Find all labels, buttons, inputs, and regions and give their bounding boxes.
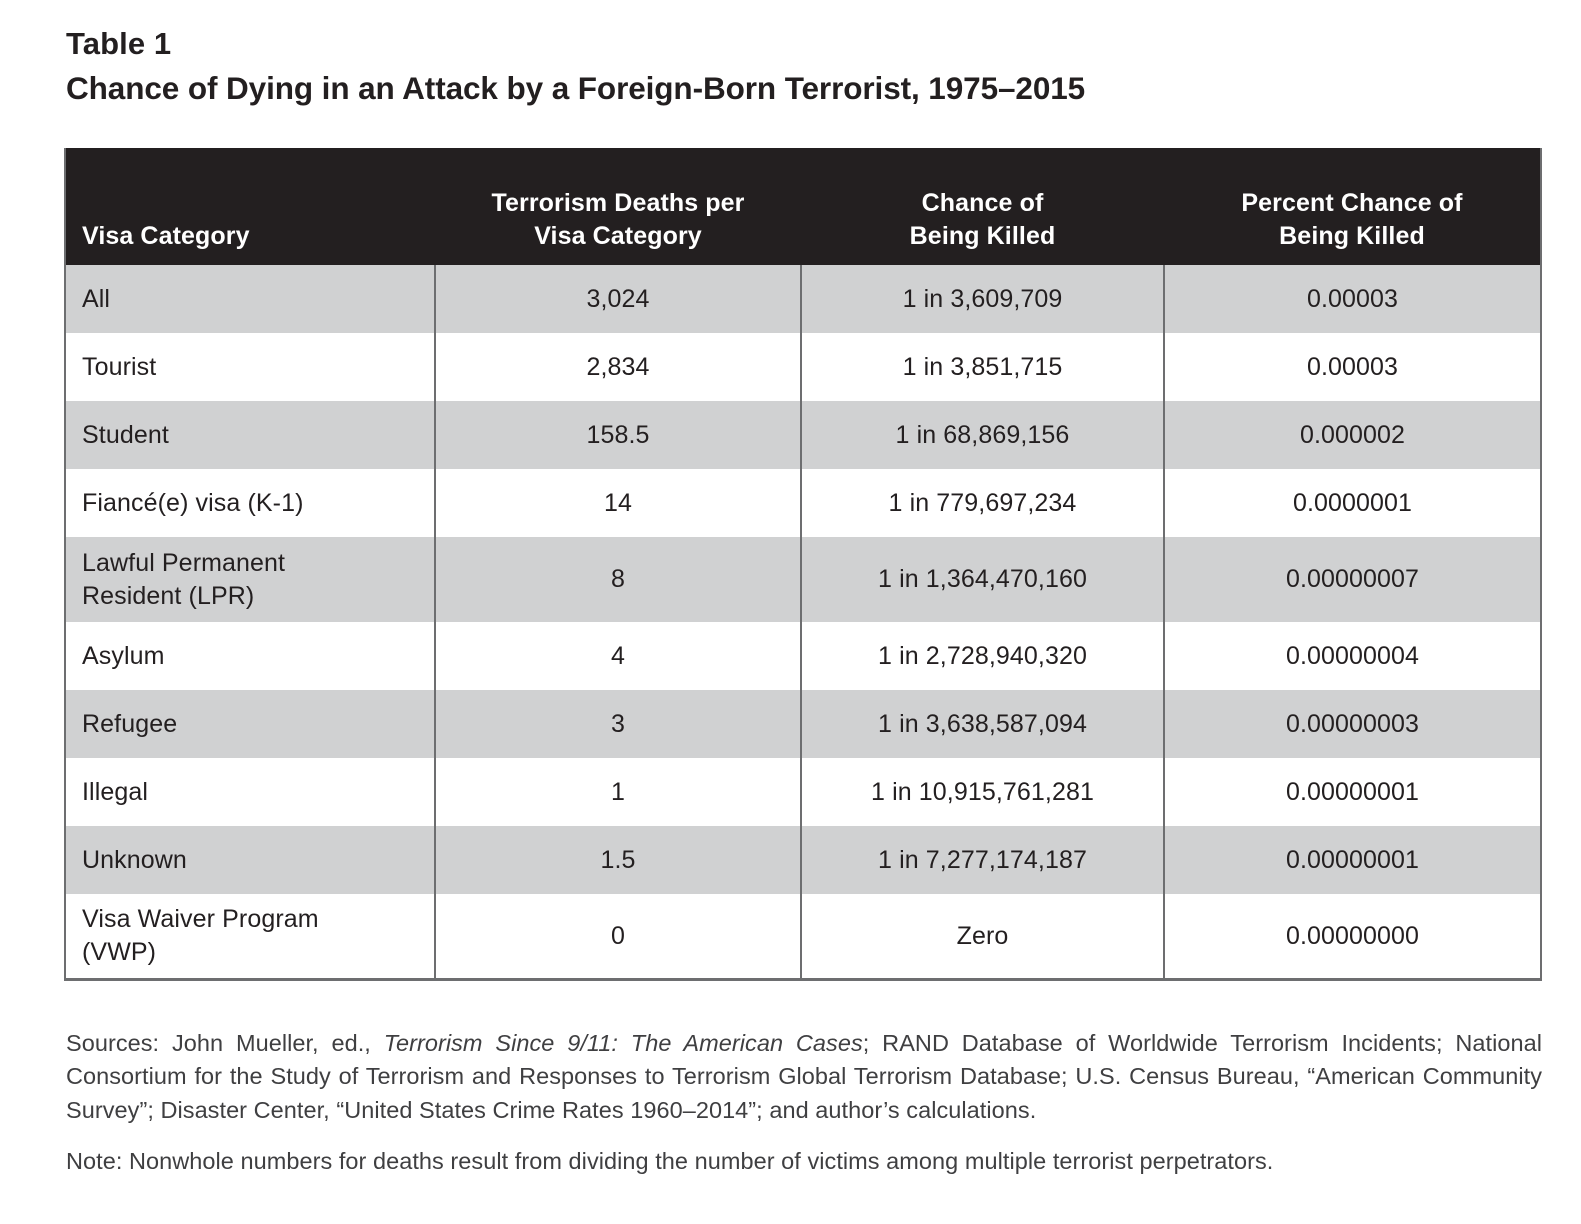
- footnotes: [66, 1027, 1542, 1178]
- terrorism-deaths-table: [64, 148, 1542, 981]
- table-container: [64, 148, 1540, 981]
- column-header-percent-line2: Being Killed: [1279, 221, 1425, 250]
- cell-percent: 0.00003: [1306, 352, 1399, 381]
- cell-chance: 1 in 1,364,470,160: [801, 537, 1164, 622]
- column-header-percent-line1: Percent Chance of: [1241, 189, 1463, 217]
- sources-italic-title: Terrorism Since 9/11: The American Cases: [383, 1030, 863, 1056]
- page-title: Chance of Dying in an Attack by a Foreign-Born Terrorist, 1975–2015: [66, 69, 1086, 106]
- cell-visa-category-line1: Fiancé(e) visa (K-1): [82, 488, 304, 517]
- table-row: [65, 622, 1541, 690]
- column-header-percent-lines: [1164, 187, 1540, 265]
- cell-chance: 1 in 3,638,587,094: [801, 690, 1164, 758]
- table-row: [65, 333, 1541, 401]
- cell-percent: 0.00000007: [1285, 565, 1420, 594]
- cell-deaths: 158.5: [435, 401, 801, 469]
- cell-visa-category-line1: Visa Waiver Program: [82, 905, 319, 934]
- table-body: [65, 265, 1541, 979]
- cell-visa-category-line2: Resident (LPR): [82, 581, 255, 610]
- cell-visa-category-line1: Lawful Permanent: [82, 549, 286, 577]
- table-label: Table 1: [66, 26, 172, 61]
- cell-visa-category-line1: Unknown: [82, 845, 187, 874]
- table-row: [65, 894, 1541, 979]
- cell-chance: 1 in 3,851,715: [801, 333, 1164, 401]
- cell-percent: 0.00000003: [1285, 709, 1420, 738]
- column-header-visa-category-label: Visa Category: [82, 221, 250, 250]
- cell-visa-category-line1: Tourist: [82, 352, 157, 381]
- cell-percent: 0.00000000: [1285, 921, 1420, 950]
- table-row: [65, 826, 1541, 894]
- cell-visa-category: [65, 333, 435, 401]
- table-row: [65, 265, 1541, 333]
- column-header-chance-line1: Chance of: [921, 189, 1044, 217]
- sources-note: [66, 1027, 1542, 1127]
- cell-deaths: 1: [435, 758, 801, 826]
- cell-chance: Zero: [801, 894, 1164, 979]
- table-row: [65, 758, 1541, 826]
- cell-percent: 0.000002: [1299, 420, 1406, 449]
- cell-deaths: 8: [435, 537, 801, 622]
- column-header-chance-line2: Being Killed: [909, 221, 1056, 250]
- cell-deaths: 0: [435, 894, 801, 979]
- column-header-terrorism-deaths-line1: Terrorism Deaths per: [491, 189, 745, 217]
- column-header-chance-of-being-killed: [801, 148, 1164, 265]
- cell-deaths: 14: [435, 469, 801, 537]
- cell-percent: 0.00000001: [1285, 777, 1420, 806]
- cell-chance: 1 in 2,728,940,320: [801, 622, 1164, 690]
- cell-chance: 1 in 68,869,156: [801, 401, 1164, 469]
- cell-percent: 0.0000001: [1292, 488, 1413, 517]
- cell-visa-category-line1: Student: [82, 420, 169, 449]
- cell-percent: 0.00003: [1306, 284, 1399, 313]
- table-header-row: [65, 148, 1541, 265]
- cell-visa-category: [65, 469, 435, 537]
- cell-chance: 1 in 7,277,174,187: [801, 826, 1164, 894]
- cell-visa-category: [65, 401, 435, 469]
- column-header-visa-category: [65, 148, 435, 265]
- table-row: [65, 537, 1541, 622]
- cell-visa-category-line2: (VWP): [82, 937, 157, 966]
- table-row: [65, 690, 1541, 758]
- cell-chance: 1 in 779,697,234: [801, 469, 1164, 537]
- column-header-terrorism-deaths: [435, 148, 801, 265]
- cell-visa-category: [65, 265, 435, 333]
- table-row: [65, 401, 1541, 469]
- cell-percent: 0.00000004: [1285, 641, 1420, 670]
- sources-prefix: Sources: John Mueller, ed.,: [66, 1030, 384, 1056]
- cell-visa-category: [65, 622, 435, 690]
- cell-visa-category-line1: Asylum: [82, 641, 165, 670]
- cell-visa-category: [65, 537, 435, 622]
- cell-deaths: 3,024: [435, 265, 801, 333]
- general-note: Note: Nonwhole numbers for deaths result from dividing the number of victims among multiple terrorist perpetrators.: [66, 1148, 1274, 1175]
- cell-visa-category-line1: All: [82, 284, 111, 313]
- cell-visa-category: [65, 758, 435, 826]
- table-row: [65, 469, 1541, 537]
- cell-deaths: 2,834: [435, 333, 801, 401]
- column-header-terrorism-deaths-line2: Visa Category: [534, 221, 702, 250]
- cell-deaths: 4: [435, 622, 801, 690]
- cell-percent: 0.00000001: [1285, 845, 1420, 874]
- cell-chance: 1 in 10,915,761,281: [801, 758, 1164, 826]
- column-header-percent-chance-of-being-killed: [1164, 148, 1541, 265]
- cell-visa-category: [65, 826, 435, 894]
- cell-visa-category-line1: Refugee: [82, 709, 178, 738]
- column-header-terrorism-deaths-lines: [435, 187, 801, 265]
- cell-deaths: 3: [435, 690, 801, 758]
- sources-rest: ; RAND Database of Worldwide Terrorism Incidents; National Consortium for the Study of Terrorism and Responses to Terrorism Global Terrorism Database; U.S. Census Bureau, “American Community Survey”; Disaster Center, “United States Crime Rates 1960–2014”; and author’s calculations.: [66, 1030, 1542, 1123]
- cell-deaths: 1.5: [435, 826, 801, 894]
- cell-visa-category-line1: Illegal: [82, 777, 149, 806]
- table-header: [65, 148, 1541, 265]
- title-block: [66, 24, 1546, 108]
- cell-chance: 1 in 3,609,709: [801, 265, 1164, 333]
- cell-visa-category: [65, 690, 435, 758]
- column-header-chance-lines: [801, 187, 1164, 265]
- cell-visa-category: [65, 894, 435, 979]
